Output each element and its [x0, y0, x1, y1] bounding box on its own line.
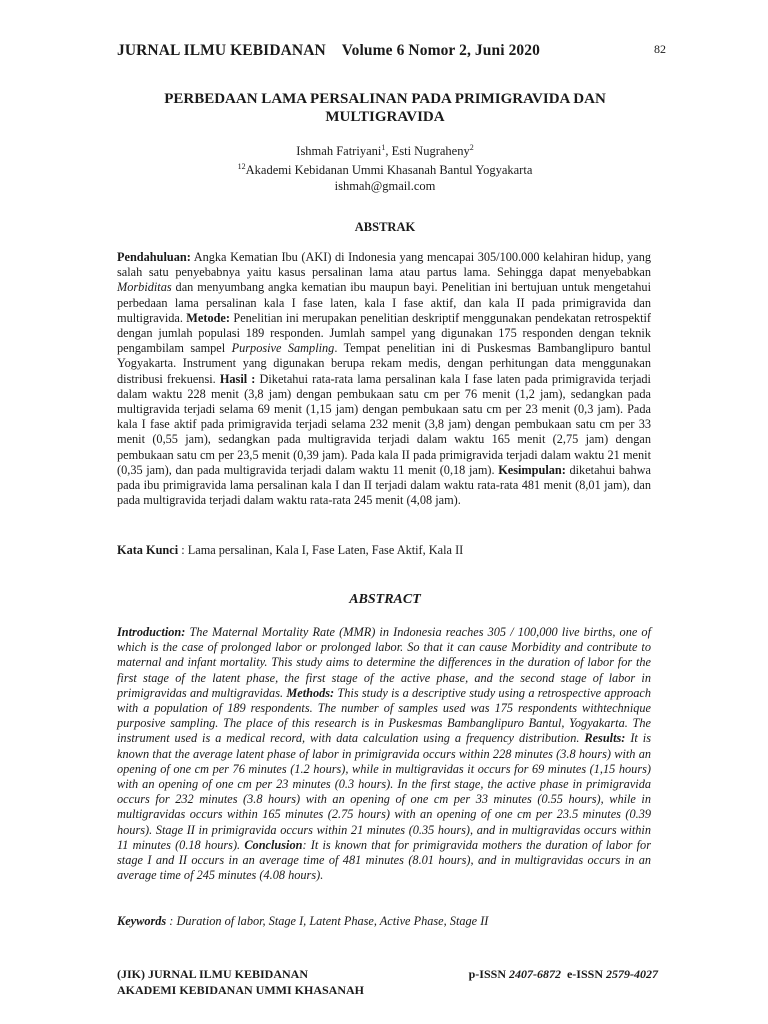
footer-publisher — [117, 966, 364, 998]
author-2-sup: 2 — [469, 143, 474, 152]
results-label: Results: — [584, 731, 626, 746]
conclusion-text: : It is known that for primigravida mothers the duration of labor for stage I and II occurs in an average time of 481 minutes (8.01 hours), and in multigravidas occurs in an average time of 245 minutes (4.08 hours). — [117, 837, 651, 883]
methods-text: This study is a descriptive study using a retrospective approach with a population of 189 respondents. The number of samples used was 175 respondents withtechnique purposive sampling. The place of this research is in Puskesmas Bambanglipuro Bantul, Yogyakarta. The instrument used is a medical record, with data calculation using a frequency distribution. — [117, 685, 651, 746]
kata-kunci-text: : Lama persalinan, Kala I, Fase Laten, Fase Aktif, Kala II — [178, 543, 464, 557]
conclusion-label: Conclusion — [244, 837, 303, 852]
methods-label: Methods: — [286, 685, 335, 700]
metode-italic: Purposive Sampling — [231, 341, 335, 356]
kata-kunci — [117, 543, 651, 558]
journal-name: JURNAL ILMU KEBIDANAN — [117, 42, 326, 59]
article-title — [120, 90, 650, 126]
introduction-text: The Maternal Mortality Rate (MMR) in Indonesia reaches 305 / 100,000 live births, one of which is the case of prolonged labor or prolonged labor. So that it can cause Morbidity and contribute to maternal and infant mortality. This study aims to determine the differences in the duration of labor for the first stage of the latent phase, the first stage of the active phase, and the second stage of labor in primigravidas and multigravidas. — [117, 625, 651, 700]
footer-line-1: (JIK) JURNAL ILMU KEBIDANAN — [117, 967, 309, 981]
eissn-value: 2579-4027 — [606, 967, 658, 981]
abstract-body — [117, 625, 651, 883]
running-header — [117, 42, 666, 64]
pendahuluan-text-2: dan menyumbang angka kematian ibu maupun bayi. Penelitian ini bertujuan untuk mengetahui perbedaan lama persalinan kala I fase laten, kala I fase aktif, dan kala II pada primigravida dan multigravida. — [117, 280, 651, 325]
affiliation-text: Akademi Kebidanan Ummi Khasanah Bantul Yogyakarta — [245, 163, 533, 178]
pissn-value: 2407-6872 — [508, 967, 561, 981]
keywords-text: : Duration of labor, Stage I, Latent Phase, Active Phase, Stage II — [166, 914, 489, 928]
hasil-label: Hasil : — [219, 371, 256, 386]
metode-label: Metode: — [186, 310, 230, 325]
abstrak-heading: ABSTRAK — [354, 220, 416, 234]
author-separator: , — [385, 144, 392, 159]
author-email[interactable]: ishmah@gmail.com — [334, 179, 436, 194]
keywords — [117, 914, 651, 929]
results-text: It is known that the average latent phase of labor in primigravida occurs within 228 minutes (3.8 hours) with an opening of one cm per 76 minutes (1.2 hours), while in multigravidas it occurs for 69 minutes (1,15 hours) with an opening of one cm per 23 minutes (0.3 hours). In the first stage, the active phase in primigravida occurs for 232 minutes (3.8 hours) with an opening of one cm per 33 minutes (0.55 hours), while in multigravidas occurs within 165 minutes (2.75 hours) with an opening of one cm per 23.5 minutes (0.39 hours). Stage II in primigravida occurs within 21 minutes (0.35 hours), and in multigravidas occurs within 11 minutes (0.18 hours). — [117, 731, 651, 852]
keywords-label: Keywords — [117, 914, 167, 928]
pendahuluan-label: Pendahuluan: — [117, 250, 191, 264]
abstract-heading: ABSTRACT — [349, 592, 421, 607]
kata-kunci-label: Kata Kunci — [117, 543, 179, 557]
abstrak-body — [117, 250, 651, 508]
affiliation-sup: 12 — [237, 162, 246, 172]
journal-volume: Volume 6 Nomor 2, Juni 2020 — [341, 42, 540, 59]
pendahuluan-italic: Morbiditas — [117, 280, 172, 295]
footer-line-2: AKADEMI KEBIDANAN UMMI KHASANAH — [117, 983, 365, 997]
author-2: Esti Nugraheny — [391, 144, 470, 159]
hasil-text: Diketahui rata-rata lama persalinan kala I fase laten pada primigravida terjadi dalam waktu 228 menit (3,8 jam) dengan pembukaan satu cm per 76 menit (1,2 jam), sedangkan pada multigravida terjadi selama 69 menit (1,15 jam) dengan pembukaan satu cm per 23 menit (0,3 jam). Pada kala I fase aktif pada primigravida terjadi selama 232 menit (3,8 jam) dengan pembukaan satu cm per 33 menit (0,55 jam), sedangkan pada multigravida terjadi dalam waktu 165 menit (2,75 jam) dengan pembukaan satu cm per 23,5 menit (0,39 jam). Pada kala II pada primigravida terjadi dalam waktu 21 menit (0,35 jam), dan pada multigravida terjadi dalam waktu 11 menit (0,18 jam). — [117, 371, 651, 477]
author-1: Ishmah Fatriyani — [296, 144, 382, 159]
kesimpulan-label: Kesimpulan: — [498, 462, 566, 477]
pendahuluan-text-1: Angka Kematian Ibu (AKI) di Indonesia yang mencapai 305/100.000 kelahiran hidup, yang salah satu penyebabnya yaitu kasus persalinan lama atau partus lama. Sehingga dapat menyebabkan — [117, 250, 651, 280]
author-line — [120, 140, 650, 159]
pissn-label: p-ISSN — [468, 967, 509, 981]
page-number: 82 — [654, 42, 666, 56]
affiliation — [120, 159, 650, 178]
author-block — [120, 140, 650, 194]
author-1-sup: 1 — [381, 143, 386, 152]
eissn-label: e-ISSN — [560, 967, 606, 981]
kesimpulan-text: diketahui bahwa pada ibu primigravida lama persalinan kala I dan II terjadi dalam waktu rata-rata 481 menit (8,01 jam), dan pada multigravida terjadi dalam waktu rata-rata 245 menit (4,08 jam). — [117, 462, 651, 508]
title-line-1: PERBEDAAN LAMA PERSALINAN PADA PRIMIGRAVIDA DAN — [164, 91, 606, 107]
metode-text-1: Penelitian ini merupakan penelitian deskriptif menggunakan pendekatan retrospektif dengan jumlah populasi 189 responden. Jumlah sampel yang digunakan 175 responden dengan teknik pengambilam sampel — [117, 310, 651, 356]
introduction-label: Introduction: — [117, 625, 186, 639]
journal-heading — [117, 42, 540, 60]
metode-text-2: . Tempat penelitian ini di Puskesmas Bambanglipuro bantul Yogyakarta. Instrument yang digunakan berupa rekam medis, dengan perhitungan data menggunakan distribusi frekuensi. — [117, 341, 652, 386]
footer-issn — [469, 966, 658, 982]
title-line-2: MULTIGRAVIDA — [325, 109, 445, 125]
